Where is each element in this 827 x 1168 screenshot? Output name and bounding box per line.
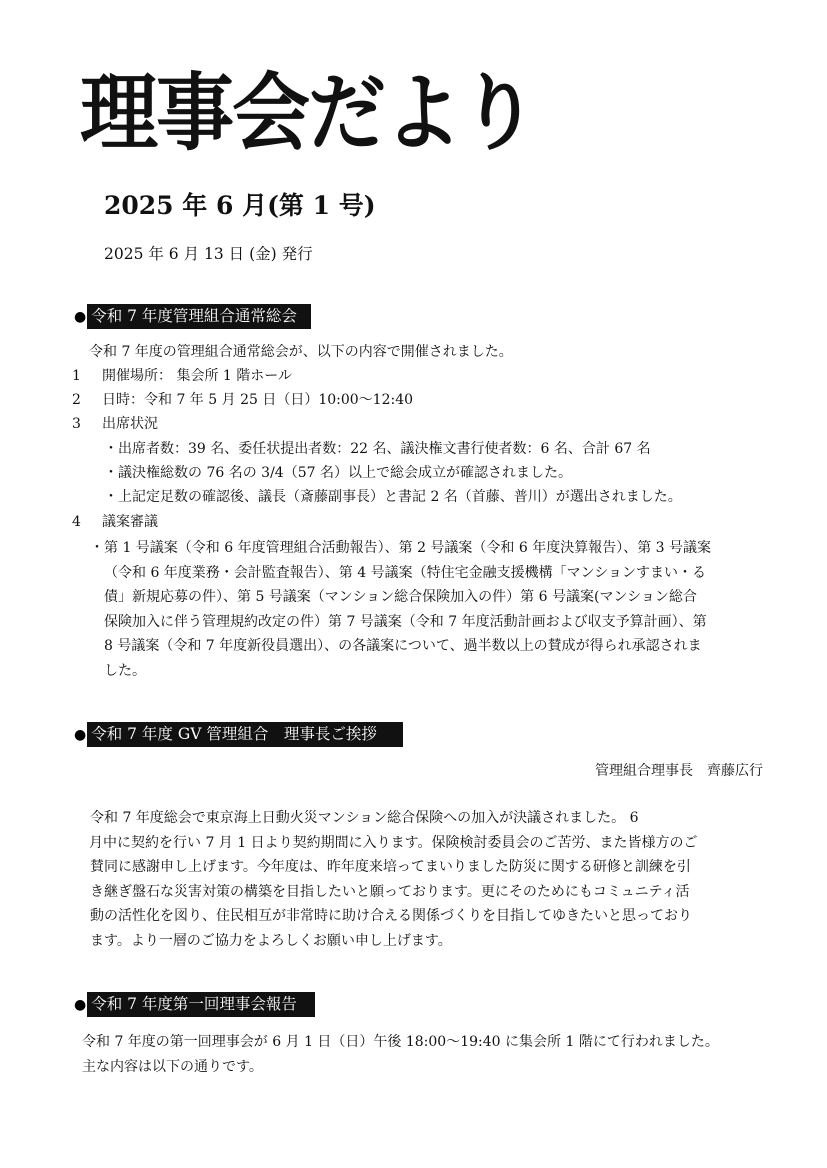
greeting-paragraph <box>90 806 698 954</box>
paragraph-line: 月中に契約を行い 7 月 1 日より契約期間に入ります。保険検討委員会のご苦労、また皆様方のご <box>89 834 698 851</box>
section-intro: 令和 7 年度の管理組合通常総会が、以下の内容で開催されました。 <box>89 344 513 360</box>
paragraph-line: （令和 6 年度業務・会計監査報告）、第 4 号議案（特住宅金融支援機構「マンションすまい・る <box>104 564 706 581</box>
section-heading-general-meeting <box>74 304 311 329</box>
list-number: 4 <box>72 514 81 530</box>
paragraph-line: 令和 7 年度の第一回理事会が 6 月 1 日（日）午後 18:00～19:40 に集会所 1 階にて行われました。 <box>82 1034 719 1050</box>
publication-date: 2025 年 6 月 13 日 (金) 発行 <box>104 245 313 263</box>
list-text: 議案審議 <box>102 514 158 530</box>
paragraph-line: 賛同に感謝申し上げます。今年度は、昨年度来培ってまいりました防災に関する研修と訓練を引 <box>90 859 691 876</box>
issue-number: 2025 年 6 月(第 1 号) <box>104 191 376 220</box>
attendance-line: ・議決権総数の 76 名の 3/4（57 名）以上で総会成立が確認されました。 <box>104 465 572 481</box>
paragraph-line: 債」新規応募の件）、第 5 号議案（マンション総合保険加入の件）第 6 号議案(マンション総合 <box>104 589 697 606</box>
bullet-icon: ● <box>74 308 87 325</box>
list-number: 1 <box>72 368 81 384</box>
section-heading-chairman-greeting <box>74 722 403 747</box>
list-text: 出席状況 <box>102 416 158 432</box>
paragraph-line: 主な内容は以下の通りです。 <box>82 1058 263 1075</box>
paragraph-line: した。 <box>104 662 146 679</box>
list-text: 日時：令和 7 年 5 月 25 日（日）10:00～12:40 <box>102 392 414 408</box>
paragraph-line: き継ぎ盤石な災害対策の構築を目指したいと願っております。更にそのためにもコミュニティ活 <box>90 883 690 900</box>
attendance-line: ・出席者数：39 名、委任状提出者数：22 名、議決権文書行使者数：6 名、合計 67 名 <box>104 441 651 457</box>
bullet-icon: ● <box>74 996 87 1013</box>
paragraph-line: ます。より一層のご協力をよろしくお願い申し上げます。 <box>90 932 452 949</box>
deliberation-paragraph <box>90 536 711 684</box>
chairman-signature: 管理組合理事長 齊藤広行 <box>595 763 763 779</box>
paragraph-line: 8 号議案（令和 7 年度新役員選出）、の各議案について、過半数以上の賛成が得られ承認されま <box>104 638 702 655</box>
board-report-paragraph <box>82 1030 719 1079</box>
paragraph-line: ・第 1 号議案（令和 6 年度管理組合活動報告）、第 2 号議案（令和 6 年度決算報告）、第 3 号議案 <box>90 540 712 556</box>
attendance-line: ・上記定足数の確認後、議長（斎藤副事長）と書記 2 名（首藤、普川）が選出されました。 <box>104 489 682 505</box>
section-title: 令和 7 年度第一回理事会報告 <box>87 992 315 1017</box>
list-text: 開催場所： 集会所 1 階ホール <box>102 368 292 384</box>
list-number: 3 <box>72 416 81 432</box>
section-heading-board-report <box>74 992 315 1017</box>
section-title: 令和 7 年度管理組合通常総会 <box>87 304 311 329</box>
paragraph-line: 保険加入に伴う管理規約改定の件）第 7 号議案（令和 7 年度活動計画および収支予算計画）、第 <box>104 613 707 630</box>
newsletter-title: 理事会だより <box>80 65 537 163</box>
section-title: 令和 7 年度 GV 管理組合 理事長ご挨拶 <box>87 722 403 747</box>
paragraph-line: 令和 7 年度総会で東京海上日動火災マンション総合保険への加入が決議されました。 6 <box>90 810 639 826</box>
list-number: 2 <box>72 392 81 408</box>
bullet-icon: ● <box>74 726 87 743</box>
paragraph-line: 動の活性化を図り、住民相互が非常時に助け合える関係づくりを目指してゆきたいと思っており <box>90 908 692 925</box>
